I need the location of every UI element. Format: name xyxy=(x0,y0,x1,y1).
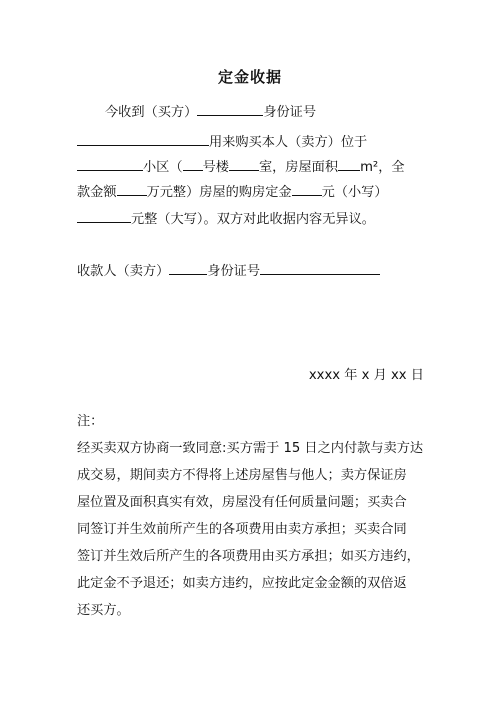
community-label: 小区（ xyxy=(143,160,183,175)
location-blank xyxy=(77,156,143,171)
note-line: 还买方。 xyxy=(77,603,130,618)
note-line: 经买卖双方协商一致同意:买方需于 15 日之内付款与卖方达 xyxy=(77,441,424,456)
words-label: 元整（大写）。双方对此收据内容无异议。 xyxy=(131,212,375,227)
room-number-blank xyxy=(229,156,259,171)
figure-label: 元（小写） xyxy=(321,185,388,200)
note-line: 屋位置及面积真实有效，房屋没有任何质量问题；买卖合 xyxy=(77,495,407,510)
payee-id-label: 身份证号 xyxy=(207,264,261,279)
receipt-line-1 xyxy=(105,101,316,122)
receipt-line-5 xyxy=(77,208,375,229)
deposit-text: 万元整）房屋的购房定金 xyxy=(146,185,292,200)
notes-label: 注： xyxy=(77,414,104,429)
buyer-id-blank xyxy=(77,131,209,146)
payee-id-blank xyxy=(260,260,380,275)
note-line: 签订并生效后所产生的各项费用由买方承担；如买方违约， xyxy=(77,549,420,564)
area-unit-label: m²，全 xyxy=(360,160,405,175)
purchase-text: 用来购买本人（卖方）位于 xyxy=(209,135,368,150)
payee-name-blank xyxy=(169,260,207,275)
date-line: xxxx 年 x 月 xx 日 xyxy=(308,368,424,383)
area-blank xyxy=(338,156,360,171)
deposit-figure-blank xyxy=(292,181,322,196)
payee-label: 收款人（卖方） xyxy=(77,264,170,279)
building-label: 号楼 xyxy=(202,160,229,175)
receipt-line-3 xyxy=(77,156,405,177)
buyer-id-label: 身份证号 xyxy=(263,105,317,120)
document-title: 定金收据 xyxy=(217,68,282,86)
deposit-words-blank xyxy=(77,208,131,223)
building-number-blank xyxy=(183,156,203,171)
receipt-line-4 xyxy=(77,181,388,202)
payee-line xyxy=(77,260,380,281)
buyer-name-blank xyxy=(197,101,263,116)
received-from-label: 今收到（买方） xyxy=(105,105,198,120)
area-label: 室，房屋面积 xyxy=(258,160,339,175)
note-line: 同签订并生效前所产生的各项费用由卖方承担；买卖合同 xyxy=(77,522,407,537)
total-amount-label: 款金额 xyxy=(77,185,117,200)
note-line: 成交易，期间卖方不得将上述房屋售与他人；卖方保证房 xyxy=(77,468,407,483)
total-amount-blank xyxy=(117,181,147,196)
receipt-line-2 xyxy=(77,131,367,152)
note-line: 此定金不予退还；如卖方违约，应按此定金金额的双倍返 xyxy=(77,576,407,591)
